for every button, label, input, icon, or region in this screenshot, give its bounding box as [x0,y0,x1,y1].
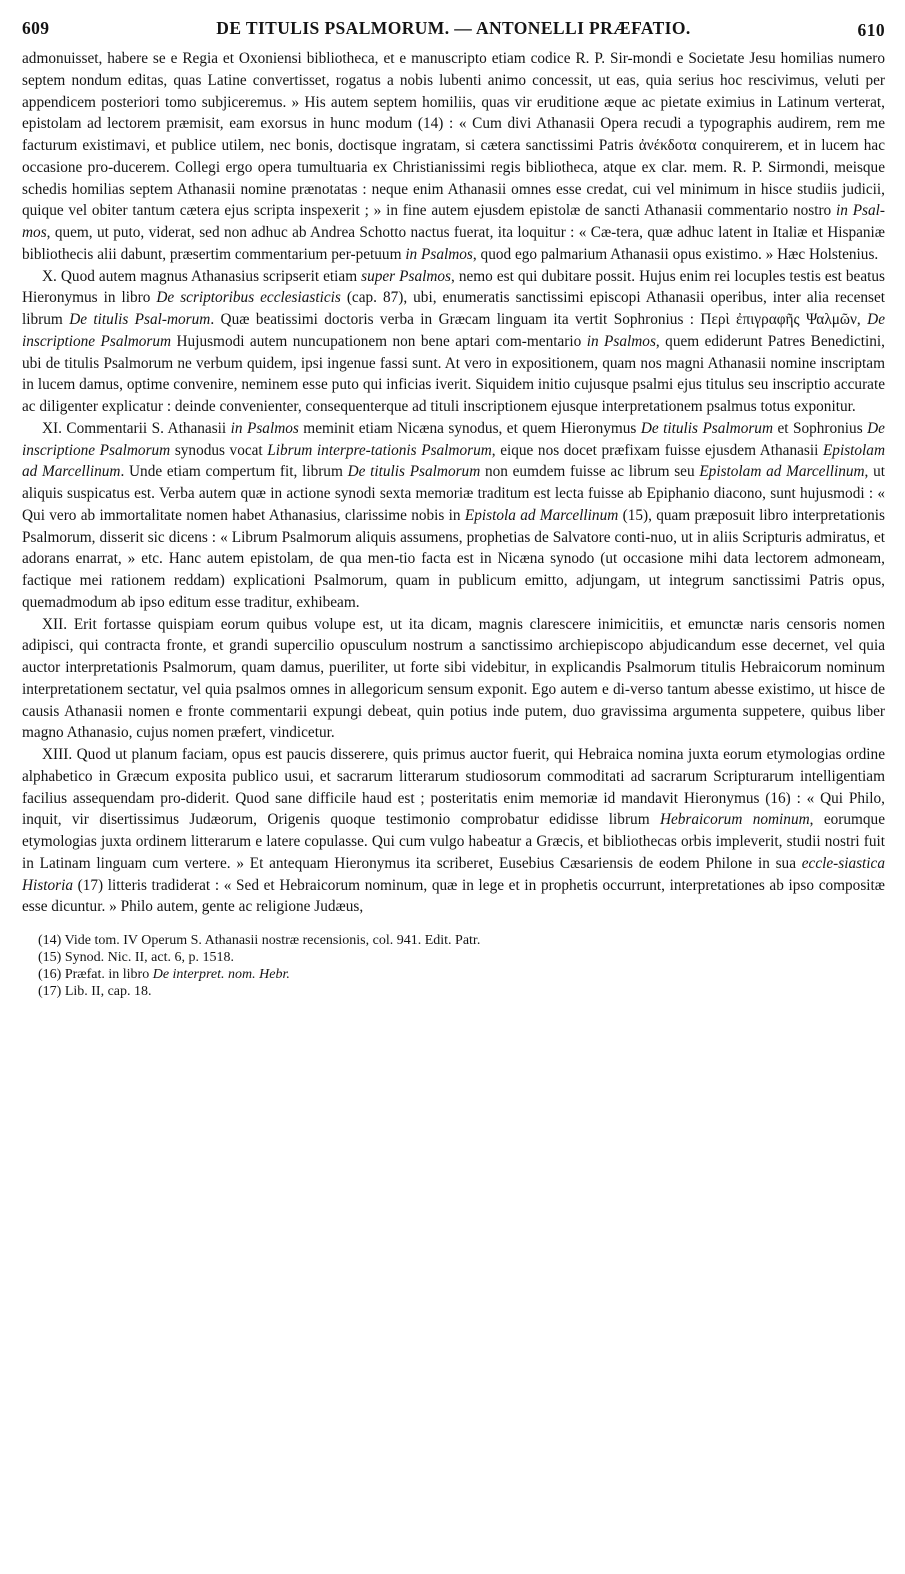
paragraph-continued [22,48,885,266]
text-run: (17) Lib. II, cap. 18. [38,984,152,999]
text-run: (15), quam præposuit libro interpretationis Psalmorum, disserit sic dicens : « Librum Psalmorum aliquis assumens, prophetias de Salvatore conti-nuo, ut in aliis Scripturis admiratus, et adorans enarrat, » etc. Hanc autem epistolam, de qua men-tio facta est in Nicæna synodo (ut occasione mihi data lectorem admoneam, factique mei rationem reddam) explicationi Psalmorum, quam in publicum emitto, adjungam, ut integrum sanctissimi Patris opus, quemadmodum ab ipso editum esse traditur, exhibeam. [22,506,885,611]
footnote-16 [38,966,885,983]
italic-run: Epistolam ad Marcellinum [22,441,885,481]
paragraph-xiii [22,744,885,918]
italic-run: De titulis Psal-morum [69,311,211,328]
text-run: admonuisset, habere se e Regia et Oxoniensi bibliotheca, et e manuscripto etiam codice R. P. Sir-mondi e Societate Jesu homilias numero septem nondum editas, quas Latine convertisset, rogatus a nobis lubenti animo concessit, ut eas, quia serius hoc rescivimus, veluti per appendicem posteriori tomo subjiceremus. » His autem septem homiliis, quas vir eruditione æque ac pietate eximius in Latinum verterat, epistolam ad lectorem præmisit, eam exorsus in hunc modum (14) : « Cum divi Athanasii Opera recudi a typographis audirem, rem me facturum existimavi, et publice utilem, nec bonis, doctisque ingratam, si cætera sanctissimi Patris ἀνέκδοτα conquirerem, et in lucem hac occasione pro-ducerem. Collegi ergo opera tumultuaria ex Christianissimi regis bibliotheca, atque ex clar. mem. R. P. Sirmondi, meisque schedis homilias septem Athanasii nomine prænotatas : neque enim Athanasii omnes esse credat, cui vel minimum in hisce studiis judicii, quique vel obiter tantum cætera ejus scripta inspexerit ; » in fine autem ejusdem epistolæ de sancti Athanasii commentario nostro [22,50,885,220]
page-header [22,18,885,42]
paragraph-xi [22,418,885,614]
footnote-14 [38,932,885,949]
text-run: non eumdem fuisse ac librum seu [480,463,700,481]
text-run: synodus vocat [170,441,268,459]
text-run: et Sophronius [773,419,868,437]
text-run: (14) Vide tom. IV Operum S. Athanasii nostræ recensionis, col. 941. Edit. Patr. [38,933,481,948]
text-run: . Quæ beatissimi doctoris verba in Græcam linguam ita vertit Sophronius : Περὶ ἐπιγραφῆς Ψαλμῶν, [210,311,868,328]
text-run: (cap. 87), ubi, enumeratis sanctissimi episcopi Athanasii operibus, inter alia recenset librum [22,289,885,328]
text-run: , quem, ut puto, viderat, sed non adhuc ab Andrea Schotto nactus fuerat, ita loquitur : « Cæ-tera, quæ adhuc latent in Italiæ et Hispaniæ bibliothecis alii dabunt, præsertim commentarium per-petuum [22,224,885,263]
text-run: meminit etiam Nicæna synodus, et quem Hieronymus [298,419,641,437]
italic-run: Epistolam ad Marcellinum [699,463,865,481]
footnotes [22,932,885,1000]
italic-run: Epistola ad Marcellinum [464,506,619,524]
italic-run: De inscriptione Psalmorum [22,311,885,350]
italic-run: De inscriptione Psalmorum [22,419,885,459]
footnote-15 [38,949,885,966]
page-number-right: 610 [857,20,885,40]
text-run: , quem ediderunt Patres Benedictini, ubi de titulis Psalmorum ne verbum quidem, ipsi ingenue fassi sunt. At vero in expositionem, quam nos magni Athanasii nomine inscriptam in lucem damus, optime convenire, neminem esse puto qui inficias iverit. Siquidem initio cujusque psalmi ejus titulus seu inscriptio accurate ac diligenter explicatur : deinde convenienter, consequenterque ad tituli inscriptionem ejusque interpretationem psalmus totus exponitur. [22,332,885,415]
text-run: (15) Synod. Nic. II, act. 6, p. 1518. [38,950,234,965]
paragraph-xii [22,614,885,745]
italic-run: De titulis Psalmorum [347,463,481,481]
text-run: (16) Præfat. in libro [38,967,153,982]
text-run: Hujusmodi autem nuncupationem non bene aptari com-mentario [171,332,587,350]
text-run: , eique nos docet præfixam fuisse ejusdem Athanasii [491,441,823,459]
italic-run: in Psal-mos [22,202,885,241]
italic-run: in Psalmos [586,332,656,350]
paragraph-x [22,266,885,418]
text-run: XI. Commentarii S. Athanasii [42,419,231,437]
text-run: XII. Erit fortasse quispiam eorum quibus volupe est, ut ita dicam, magnis clarescere inimicitiis, et emunctæ naris censoris nomen adipisci, qui contracta fronte, et grandi supercilio opusculum nostrum a sanctissimo archiepiscopo abjudicandum esse decernet, vel quia auctor interpretationis Psalmorum, quam damus, pueriliter, ut forte sibi videbitur, in explicandis Psalmorum titulis Hebraicorum nominum interpretationem sectatur, vel quia psalmos omnes in allegoricum sensum exponit. Ego autem e di-verso tantum abesse existimo, ut hisce de causis Athanasii nomen e fronte commentarii expungi debeat, quin potius inde putem, duo gravissima argumenta suppetere, quibus liber magno Athanasio, cujus nomen præfert, vindicetur. [22,615,885,742]
italic-run: De scriptoribus ecclesiasticis [156,289,341,307]
running-title: DE TITULIS PSALMORUM. — ANTONELLI PRÆFATIO. [216,18,691,38]
main-text [22,48,885,918]
footnote-17 [38,983,885,1000]
italic-run: Librum interpre-tationis Psalmorum [267,441,492,459]
italic-run: in Psalmos [230,419,299,437]
text-run: , quod ego palmarium Athanasii opus existimo. » Hæc Holstenius. [472,245,879,263]
text-run: XIII. Quod ut planum faciam, opus est paucis disserere, quis primus auctor fuerit, qui Hebraica nomina juxta eorum etymologias ordine alphabetico in Græcum exposita publico usui, et sacrarum litterarum studiosorum commoditati ad sacrarum Scripturarum intelligentiam facilius assequendam pro-diderit. Quod sane difficile haud est ; posteritatis enim memoriæ id mandavit Hieronymus (16) : « Qui Philo, inquit, vir disertissimus Judæorum, Origenis quoque testimonio comprobatur edidisse librum [22,746,885,829]
text-run: , nemo est qui dubitare possit. Hujus enim rei locuples testis est beatus Hieronymus in libro [22,267,885,307]
italic-run: De titulis Psalmorum [640,419,773,437]
italic-run: eccle-siastica Historia [22,854,885,894]
italic-run: Hebraicorum nominum [659,811,810,829]
text-run: , eorumque etymologias juxta ordinem litterarum e latere copulasse. Qui cum vulgo habeatur a Græcis, et bibliothecas orbis impleverit, studii nostri fuit in Latinam linguam cum vertere. » Et antequam Hieronymus ita scriberet, Eusebius Cæsariensis de eodem Philone in sua [22,811,885,872]
italic-run: in Psalmos [405,245,473,263]
text-run: (17) litteris tradiderat : « Sed et Hebraicorum nominum, quæ in lege et in prophetis occurrunt, interpretationes ab ipso compositæ esse dicuntur. » Philo autem, gente ac religione Judæus, [22,876,885,916]
italic-run: super Psalmos [361,267,451,285]
text-run: , ut aliquis suspicatus est. Verba autem quæ in actione synodi sexta memoriæ traditum est lecta fuisse ab Epiphanio diacono, sunt hujusmodi : « Qui vero ab immortalitate nomen habet Athanasius, clarissime nobis in [22,463,885,524]
text-run: . Unde etiam compertum fit, librum [120,463,348,481]
text-run: X. Quod autem magnus Athanasius scripserit etiam [42,267,362,285]
italic-run: De interpret. nom. Hebr. [152,967,290,982]
page-number-left: 609 [22,18,50,38]
